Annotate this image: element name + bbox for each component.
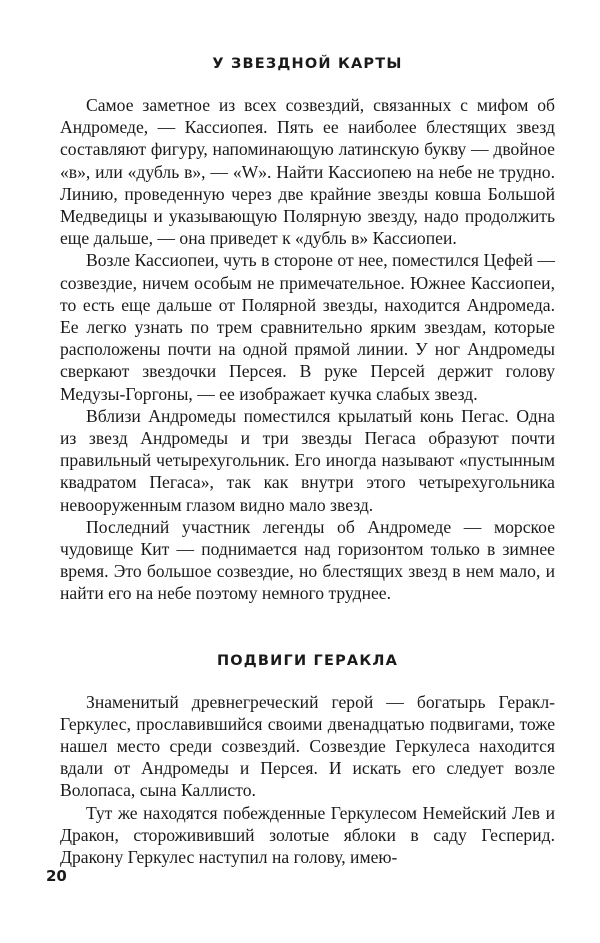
paragraph-cepheus-andromeda: Возле Кассиопеи, чуть в стороне от нее, поместился Цефей — созвездие, ничем особым не примечательное. Южнее Кассиопеи, то есть еще дальше от Полярной звезды, находится Андромеда. Ее легко узнать по трем сравнительно ярким звездам, которые расположены почти на одной прямой линии. У ног Андромеды сверкают звездочки Персея. В руке Персей держит голову Медузы-Горгоны, — ее изображает кучка слабых звезд. <box>60 250 555 404</box>
paragraph-pegasus: Вблизи Андромеды поместился крылатый конь Пегас. Одна из звезд Андромеды и три звезды Пегаса образуют почти правильный четырехугольник. Его иногда называют «пустынным квадратом Пегаса», так как внутри этого четырехугольника невооруженным глазом видно мало звезд. <box>60 405 555 515</box>
section-title-star-map: У ЗВЕЗДНОЙ КАРТЫ <box>212 56 403 72</box>
page-number: 20 <box>46 867 67 885</box>
paragraph-cassiopeia: Самое заметное из всех созвездий, связанных с мифом об Андромеде, — Кассиопея. Пять ее наиболее блестящих звезд составляют фигуру, напоминающую латинскую букву — двойное «в», или «дубль в», — «W». Найти Кассиопею на небе не трудно. Линию, проведенную через две крайние звезды ковша Большой Медведицы и указывающую Полярную звезду, надо продолжить еще дальше, — она приведет к «дубль в» Кассиопеи. <box>60 95 555 249</box>
paragraph-hercules: Знаменитый древнегреческий герой — богатырь Геракл-Геркулес, прославившийся своими двенадцатью подвигами, тоже нашел место среди созвездий. Созвездие Геркулеса находится вдали от Андромеды и Персея. И искать его следует возле Волопаса, сына Каллисто. <box>60 691 555 801</box>
section-title-heracles: ПОДВИГИ ГЕРАКЛА <box>216 652 399 669</box>
paragraph-lion-dragon: Тут же находятся побежденные Геркулесом Немейский Лев и Дракон, сторожививший золотые яблоки в саду Гесперид. Дракону Геркулес наступил на голову, имею- <box>60 802 555 868</box>
page-content <box>60 52 555 868</box>
paragraph-cetus: Последний участник легенды об Андромеде — морское чудовище Кит — поднимается над горизонтом только в зимнее время. Это большое созвездие, но блестящих звезд в нем мало, и найти его на небе поэтому немного труднее. <box>60 516 555 604</box>
